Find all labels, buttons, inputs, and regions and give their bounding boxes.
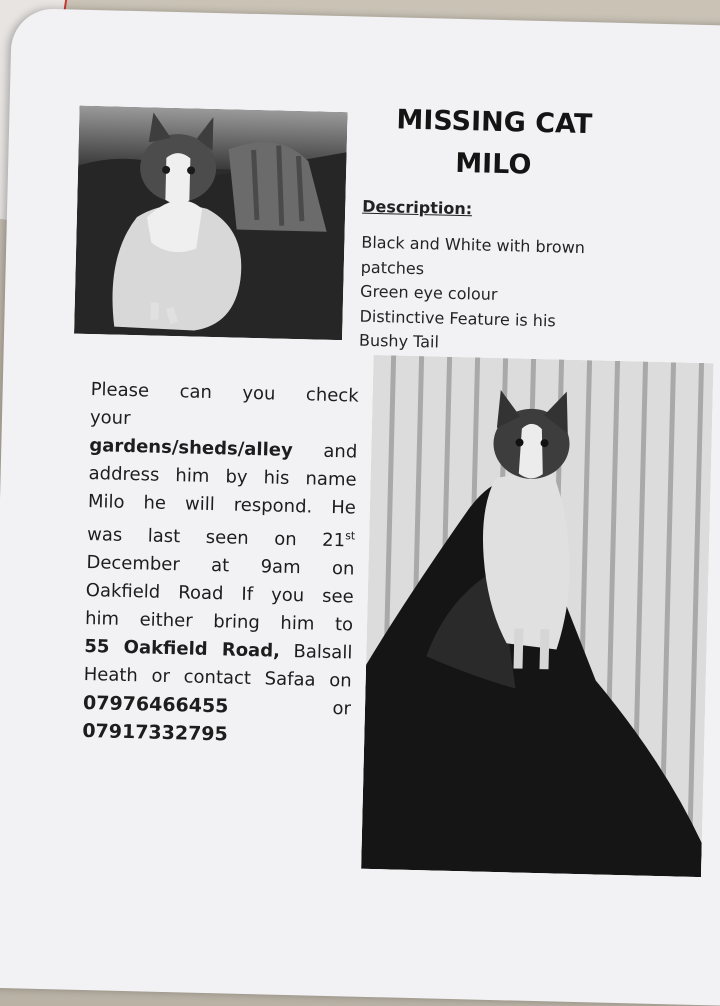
- phone-number-1: 07976466455: [82, 691, 229, 718]
- description-line: patches: [360, 257, 425, 278]
- poster-title: [388, 99, 600, 188]
- description-line: Green eye colour: [359, 281, 498, 304]
- description-heading: Description:: [362, 196, 473, 219]
- title-cat-name: MILO: [454, 147, 532, 181]
- appeal-line: December at 9am on: [86, 551, 355, 580]
- appeal-line: Oakfield Road If you see: [85, 579, 354, 608]
- appeal-line: Please can you check: [90, 379, 359, 407]
- appeal-text-fragment: and: [292, 439, 358, 463]
- missing-cat-poster: [0, 8, 720, 1006]
- places-to-check: gardens/sheds/alley: [89, 435, 293, 461]
- appeal-line: Heath or contact Safaa on: [83, 663, 352, 692]
- description-line: Black and White with brown: [361, 232, 586, 258]
- appeal-line: Milo he will respond. He: [87, 491, 357, 519]
- appeal-line: address him by his name: [88, 463, 357, 491]
- or-text: or: [332, 698, 352, 720]
- date-suffix: st: [344, 529, 356, 543]
- description-line: Distinctive Feature is his: [359, 306, 556, 330]
- appeal-text: [82, 376, 359, 751]
- last-seen-text: was last seen on 21: [86, 523, 346, 552]
- cat-photo-by-blinds: [361, 355, 713, 877]
- appeal-text-fragment: Balsall: [279, 640, 353, 664]
- description-text: [359, 231, 627, 360]
- cat-photo-sitting-on-sofa: [74, 106, 347, 340]
- appeal-line: him either bring him to: [84, 607, 354, 636]
- title-missing-cat: MISSING CAT: [396, 104, 593, 141]
- description-line: Bushy Tail: [358, 330, 440, 352]
- appeal-line: your: [89, 407, 131, 430]
- phone-number-2: 07917332795: [82, 719, 229, 746]
- address: 55 Oakfield Road,: [84, 635, 281, 662]
